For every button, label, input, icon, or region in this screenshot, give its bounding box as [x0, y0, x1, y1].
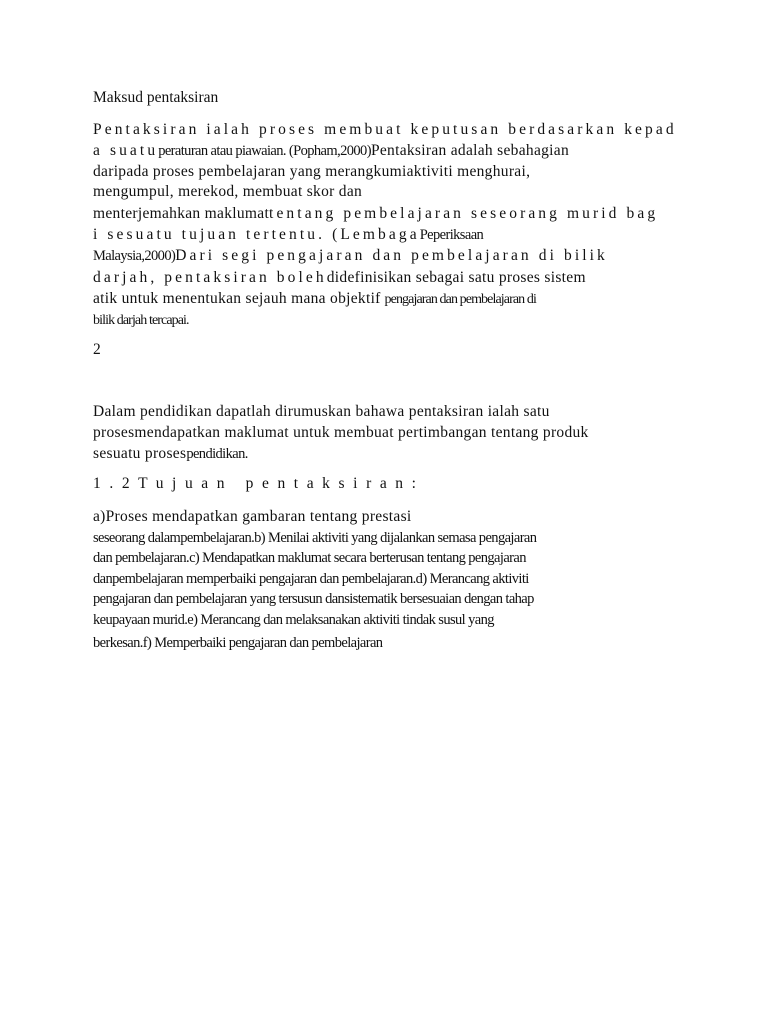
- list-line-3: dan pembelajaran.c) Mendapatkan maklumat secara berterusan tentang pengajaran: [93, 550, 526, 566]
- p1-line-4: mengumpul, merekod, membuat skor dan: [93, 183, 363, 200]
- p1-line-5: [93, 204, 658, 224]
- section-heading: 1.2Tujuan pentaksiran:: [93, 475, 425, 492]
- p1-line-10: bilik darjah tercapai.: [93, 313, 189, 328]
- p1-line-9-a: atik untuk menentukan sejauh mana objektif: [93, 290, 381, 307]
- list-line-4: danpembelajaran memperbaiki pengajaran dan pembelajaran.d) Merancang aktiviti: [93, 571, 529, 587]
- p1-line-9-b: pengajaran dan pembelajaran di: [384, 292, 536, 307]
- list-line-7: berkesan.f) Memperbaiki pengajaran dan pembelajaran: [93, 635, 383, 651]
- p2-line-3: [93, 444, 248, 464]
- document-title: Maksud pentaksiran: [93, 89, 219, 106]
- p1-line-7-a: Malaysia,2000): [93, 248, 176, 264]
- p2-line-2: prosesmendapatkan maklumat untuk membuat pertimbangan tentang produk: [93, 424, 589, 441]
- p1-line-9: [93, 289, 536, 310]
- list-line-5: pengajaran dan pembelajaran yang tersusun dansistematik bersesuaian dengan tahap: [93, 591, 534, 607]
- p2-line-3-b: pendidikan.: [186, 446, 248, 462]
- list-line-1: a)Proses mendapatkan gambaran tentang prestasi: [93, 508, 412, 525]
- list-line-6: keupayaan murid.e) Merancang dan melaksanakan aktiviti tindak susul yang: [93, 612, 494, 628]
- p1-line-6: [93, 225, 483, 245]
- p2-line-3-a: sesuatu proses: [93, 445, 187, 462]
- p1-line-2-c: Pentaksiran adalah sebahagian: [370, 142, 570, 159]
- p1-line-1: Pentaksiran ialah proses membuat keputusan berdasarkan kepad: [93, 121, 677, 138]
- p1-line-2-a: a suatu: [93, 142, 159, 159]
- p1-line-2: [93, 141, 569, 161]
- p1-line-5-b: tentang pembelajaran seseorang murid bag: [269, 205, 659, 222]
- p2-line-1: Dalam pendidikan dapatlah dirumuskan bahawa pentaksiran ialah satu: [93, 403, 550, 420]
- p1-line-6-a: i sesuatu tujuan tertentu. (Lembaga: [93, 226, 420, 243]
- p1-line-7-b: Dari segi pengajaran dan pembelajaran di bilik: [175, 247, 608, 264]
- page-number: 2: [93, 341, 101, 358]
- p1-line-8-a: darjah, pentaksiran boleh: [93, 269, 327, 286]
- p1-line-8-b: didefinisikan sebagai satu proses sistem: [326, 269, 586, 286]
- p1-line-2-b: peraturan atau piawaian. (Popham,2000): [158, 143, 371, 159]
- p1-line-6-b: Peperiksaan: [419, 227, 484, 243]
- p1-line-3: daripada proses pembelajaran yang merangkumiaktiviti menghurai,: [93, 163, 531, 180]
- p1-line-7: [93, 246, 608, 266]
- p1-line-8: [93, 268, 586, 288]
- list-line-2: seseorang dalampembelajaran.b) Menilai aktiviti yang dijalankan semasa pengajaran: [93, 530, 537, 546]
- p1-line-5-a: menterjemahkan maklumat: [93, 205, 270, 222]
